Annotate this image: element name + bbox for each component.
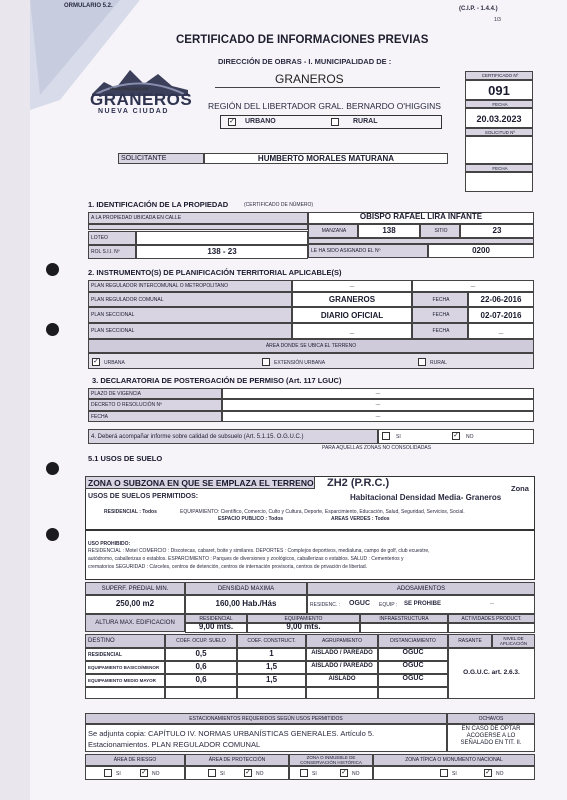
section-2-title: 2. INSTRUMENTO(S) DE PLANIFICACIÓN TERRITORIAL APLICABLE(S) bbox=[88, 268, 342, 277]
assigned-number: 0200 bbox=[472, 246, 490, 255]
altura-equipamiento: 9,00 mts. bbox=[286, 622, 321, 631]
subsuelo-no-checkbox[interactable]: ✓ bbox=[453, 432, 459, 439]
section-1-title: 1. IDENTIFICACIÓN DE LA PROPIEDAD bbox=[88, 200, 229, 209]
solicitud-date-field[interactable] bbox=[465, 172, 533, 192]
urbano-checkbox[interactable]: ✓ bbox=[229, 118, 235, 125]
document-title: CERTIFICADO DE INFORMACIONES PREVIAS bbox=[176, 34, 429, 46]
proteccion-si-checkbox[interactable] bbox=[208, 769, 216, 777]
loteo-field[interactable] bbox=[136, 231, 308, 245]
punch-hole bbox=[46, 263, 59, 276]
manzana-value: 138 bbox=[382, 226, 396, 235]
sitio-value: 23 bbox=[492, 226, 502, 235]
conservacion-si-checkbox[interactable] bbox=[300, 769, 308, 777]
municipal-logo: MUNICIPALIDAD DE GRANEROS NUEVA CIUDAD bbox=[84, 60, 194, 120]
municipality-name: GRANEROS bbox=[275, 72, 344, 86]
form-code: ORMULARIO 5.2. bbox=[64, 3, 113, 9]
proteccion-no-checkbox[interactable]: ✓ bbox=[245, 769, 251, 776]
urbana-checkbox[interactable]: ✓ bbox=[93, 358, 99, 365]
certificate-number-label: CERTIFICADO Nº bbox=[465, 71, 533, 80]
solicitante-name: HUMBERTO MORALES MATURANA bbox=[257, 154, 395, 163]
certificate-date: 20.03.2023 bbox=[476, 114, 522, 124]
subsuelo-si-checkbox[interactable] bbox=[382, 432, 390, 440]
punch-hole bbox=[46, 462, 59, 475]
street-name: OBISPO RAFAEL LIRA INFANTE bbox=[359, 212, 483, 221]
section-3-title: 3. DECLARATORIA DE POSTERGACIÓN DE PERMISO (Art. 117 LGUC) bbox=[92, 376, 342, 385]
solicitud-number-field[interactable] bbox=[465, 136, 533, 164]
section-5-1-title: 5.1 USOS DE SUELO bbox=[88, 454, 163, 463]
zona-label: ZONA O SUBZONA EN QUE SE EMPLAZA EL TERRENO bbox=[85, 476, 315, 489]
extension-urbana-checkbox[interactable] bbox=[262, 358, 270, 366]
estacionamientos-text: Se adjunta copia: CAPÍTULO IV. NORMAS URBANÍSTICAS GENERALES. Artículo 5. bbox=[88, 729, 375, 738]
direction-line: DIRECCIÓN DE OBRAS - I. MUNICIPALIDAD DE : bbox=[218, 57, 392, 66]
certificate-number: 091 bbox=[488, 83, 510, 98]
riesgo-si-checkbox[interactable] bbox=[104, 769, 112, 777]
divider bbox=[215, 87, 440, 88]
monumento-no-checkbox[interactable]: ✓ bbox=[485, 769, 491, 776]
rural-area-checkbox[interactable] bbox=[418, 358, 426, 366]
punch-hole bbox=[46, 528, 59, 541]
cip-code: (C.I.P. - 1.4.4.) bbox=[459, 6, 498, 12]
rasante-value: O.G.U.C. art. 2.6.3. bbox=[463, 669, 520, 676]
plan-seccional: DIARIO OFICIAL bbox=[320, 311, 384, 320]
rol-value: 138 - 23 bbox=[207, 247, 237, 256]
riesgo-no-checkbox[interactable]: ✓ bbox=[141, 769, 147, 776]
monumento-si-checkbox[interactable] bbox=[440, 769, 448, 777]
plan-regulador-comunal: GRANEROS bbox=[328, 295, 376, 304]
ochavos-text: EN CASO DE OPTAR ACOGERSE A LO SEÑALADO EN TIT. II. bbox=[460, 726, 522, 746]
rural-checkbox[interactable] bbox=[331, 118, 339, 126]
subsuelo-question: 4. Deberá acompañar informe sobre calidad de subsuelo (Art. 5.1.15. O.G.U.C.) bbox=[88, 429, 378, 444]
zona-code: ZH2 (P.R.C.) bbox=[327, 477, 390, 489]
page-number: 1/3 bbox=[494, 17, 501, 23]
solicitante-label: SOLICITANTE bbox=[118, 153, 204, 164]
punch-hole bbox=[46, 323, 59, 336]
region-line: REGIÓN DEL LIBERTADOR GRAL. BERNARDO O'HIGGINS bbox=[208, 101, 441, 111]
zona-description: Habitacional Densidad Media- Graneros bbox=[350, 493, 502, 502]
densidad-maxima: 160,00 Hab./Hás bbox=[215, 599, 277, 608]
altura-residencial: 9,00 mts. bbox=[198, 622, 234, 631]
superficie-minima: 250,00 m2 bbox=[115, 599, 155, 608]
conservacion-no-checkbox[interactable]: ✓ bbox=[341, 769, 347, 776]
